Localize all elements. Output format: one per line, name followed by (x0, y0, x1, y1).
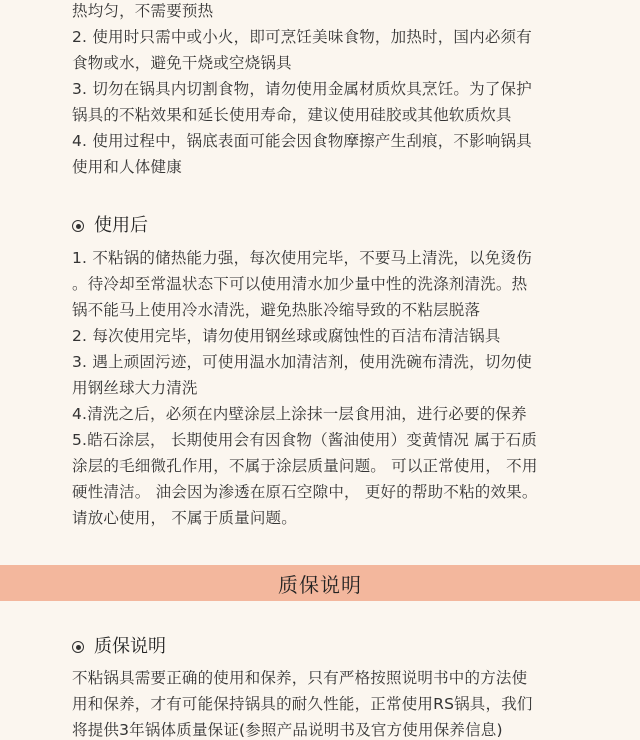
intro-line: 热均匀，不需要预热 (72, 2, 214, 20)
radio-dot-icon (72, 641, 84, 653)
intro-line: 3. 切勿在锅具内切割食物，请勿使用金属材质炊具烹饪。为了保护 (72, 80, 532, 98)
after-use-line: 请放心使用， 不属于质量问题。 (72, 509, 297, 527)
intro-line: 锅具的不粘效果和延长使用寿命，建议使用硅胶或其他软质炊具 (72, 106, 512, 124)
warranty-line: 用和保养，才有可能保持锅具的耐久性能，正常使用RS锅具，我们 (72, 695, 533, 713)
intro-line: 2. 使用时只需中或小火，即可烹饪美味食物，加热时，国内必须有 (72, 28, 532, 46)
after-use-line: 。待冷却至常温状态下可以使用清水加少量中性的洗涤剂清洗。热 (72, 275, 528, 293)
banner-title: 质保说明 (278, 572, 362, 597)
intro-line: 使用和人体健康 (72, 158, 182, 176)
intro-line: 食物或水，避免干烧或空烧锅具 (72, 54, 292, 72)
warranty-line: 将提供3年锅体质量保证(参照产品说明书及官方使用保养信息) (72, 721, 503, 739)
radio-dot-icon (72, 220, 84, 232)
warranty-line: 不粘锅具需要正确的使用和保养，只有严格按照说明书中的方法使 (72, 669, 528, 687)
intro-line: 4. 使用过程中，锅底表面可能会因食物摩擦产生刮痕，不影响锅具 (72, 132, 532, 150)
after-use-line: 3. 遇上顽固污迹，可使用温水加清洁剂，使用洗碗布清洗，切勿使 (72, 353, 532, 371)
section-title-after-use (72, 214, 148, 238)
section-title-warranty (72, 635, 166, 659)
after-use-line: 硬性清洁。 油会因为渗透在原石空隙中， 更好的帮助不粘的效果。 (72, 483, 538, 501)
after-use-line: 用钢丝球大力清洗 (72, 379, 198, 397)
section-title-text: 使用后 (94, 215, 148, 236)
after-use-line: 锅不能马上使用冷水清洗，避免热胀冷缩导致的不粘层脱落 (72, 301, 481, 319)
section-title-text: 质保说明 (94, 636, 166, 657)
after-use-line: 2. 每次使用完毕，请勿使用钢丝球或腐蚀性的百洁布清洁锅具 (72, 327, 501, 345)
after-use-line: 5.皓石涂层， 长期使用会有因食物（酱油使用）变黄情况 属于石质 (72, 431, 538, 449)
after-use-line: 涂层的毛细微孔作用，不属于涂层质量问题。 可以正常使用， 不用 (72, 457, 538, 475)
after-use-line: 4.清洗之后，必须在内壁涂层上涂抹一层食用油，进行必要的保养 (72, 405, 527, 423)
after-use-line: 1. 不粘锅的储热能力强，每次使用完毕，不要马上清洗，以免烫伤 (72, 249, 532, 267)
section-banner (0, 565, 640, 601)
